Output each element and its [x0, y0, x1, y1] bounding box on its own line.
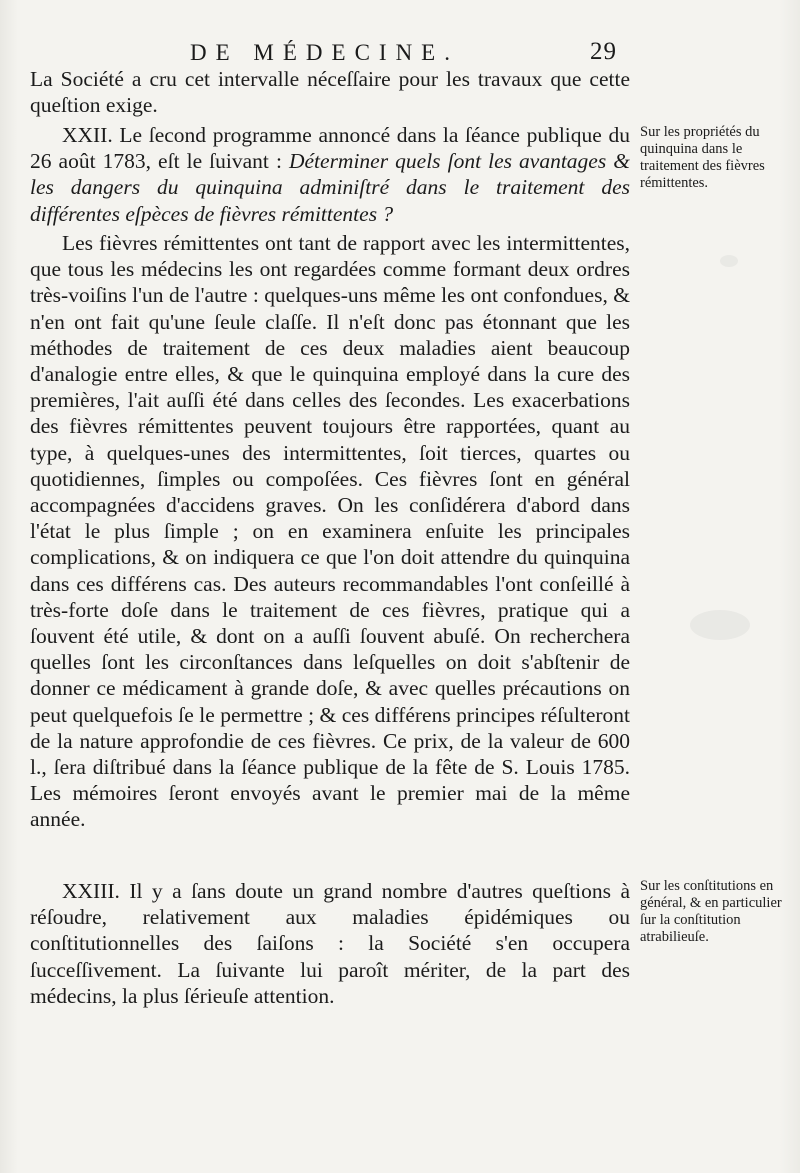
paragraph-xxii-question: Déterminer quels ſont les avantages & les dangers du quinquina adminiſtré dans le traitement des différentes eſpèces de fièvres rémittentes ?	[30, 149, 630, 226]
paragraph-1: La Société a cru cet intervalle néceſſaire pour les travaux que cette queſtion exige.	[30, 67, 630, 118]
paragraph-xxii	[30, 122, 630, 227]
paragraph-xxiii: XXIII. Il y a ſans doute un grand nombre d'autres queſtions à réſoudre, relativement aux maladies épidémiques ou conſtitutionnelles des ſaiſons : la Société s'en occupera ſucceſſivement. La ſuivante lui paroît mériter, de la part des médecins, la plus ſérieuſe attention.	[30, 879, 630, 1008]
marginal-note-quinquina: Sur les propriétés du quinquina dans le traitement des fièvres rémittentes.	[640, 124, 765, 191]
running-title: DE MÉDECINE.	[190, 40, 459, 65]
paragraph-xxii-lead: XXII. Le ſecond programme annoncé dans la ſéance publique du 26 août 1783, eſt le ſuivant :	[30, 123, 630, 174]
marginal-note-constitutions: Sur les conſtitutions en général, & en particulier ſur la conſtitution atrabilieuſe.	[640, 878, 782, 945]
page-number: 29	[590, 38, 617, 65]
paragraph-remittent-fevers: Les fièvres rémittentes ont tant de rapport avec les intermittentes, que tous les médecins les ont regardées comme formant deux ordres très-voiſins l'un de l'autre : quelques-uns même les ont confondues, & n'en ont fait qu'une ſeule claſſe. Il n'eſt donc pas étonnant que les méthodes de traitement de ces deux maladies aient beaucoup d'analogie entre elles, & que le quinquina employé dans la cure des premières, l'ait auſſi été dans celles des ſecondes. Les exacerbations des fièvres rémittentes peuvent toujours être rapportées, quant au type, à quelques-unes des intermittentes, ſoit tierces, quartes ou quotidiennes, ſimples ou compoſées. Ces fièvres ſont en général accompagnées d'accidens graves. On les conſidérera d'abord dans l'état le plus ſimple ; on en examinera enſuite les principales complications, & on indiquera ce que l'on doit attendre du quinquina dans ces différens cas. Des auteurs recommandables l'ont conſeillé à très-forte doſe dans le traitement de ces fièvres, pratique qui a ſouvent été utile, & dont on a auſſi ſouvent abuſé. On recherchera quelles ſont les circonſtances dans leſquelles on doit s'abſtenir de donner ce médicament à grande doſe, & avec quelles précautions on peut quelquefois ſe le permettre ; & ces différens principes réſulteront de la nature approfondie de ces fièvres. Ce prix, de la valeur de 600 l., ſera diſtribué dans la ſéance publique de la fête de S. Louis 1785. Les mémoires ſeront envoyés avant le premier mai de la même année.	[30, 231, 630, 832]
